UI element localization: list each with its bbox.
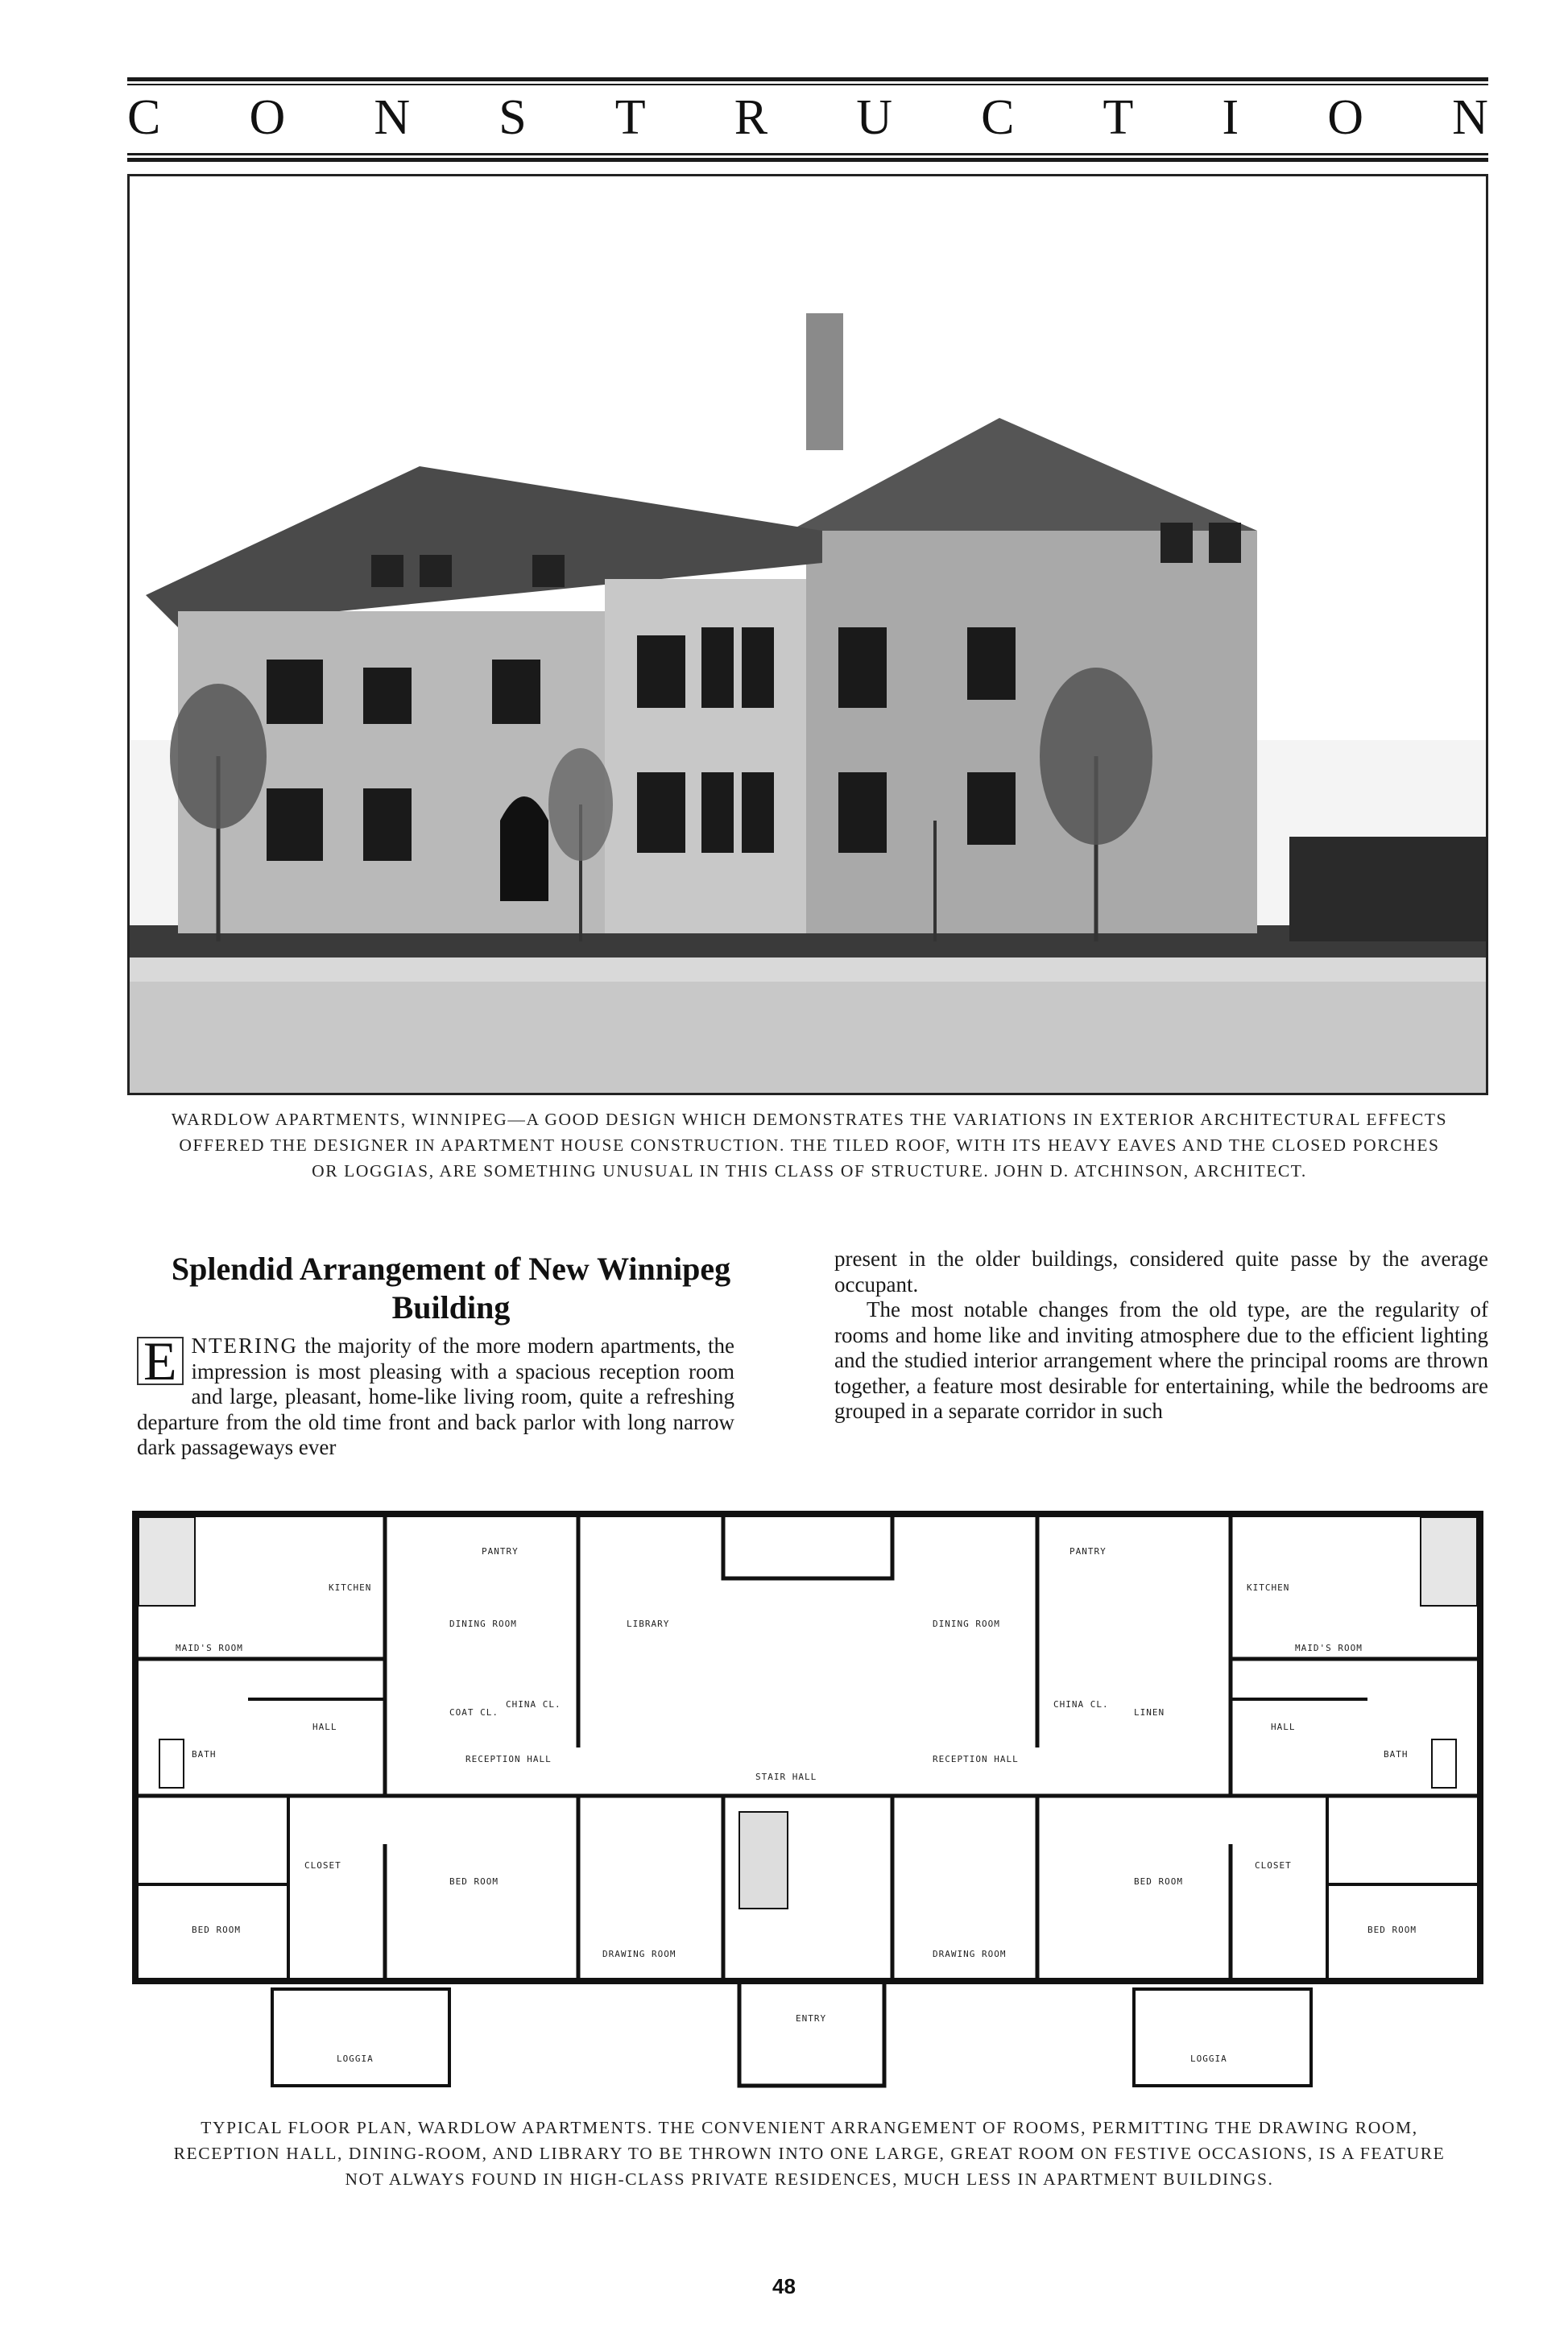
label-china-closet-right: CHINA CL.	[1053, 1699, 1109, 1710]
label-bath-right: BATH	[1384, 1749, 1409, 1760]
column-2-paragraph-2: The most notable changes from the old type, are the regularity of rooms and home like and inviting atmosphere due to the efficient lighting and the studied interior arrangement where the principal rooms are thrown together, a feature most desirable for entertaining, while the bedrooms are grouped in a separate corridor in such	[834, 1297, 1488, 1423]
label-closet-left: CLOSET	[304, 1860, 341, 1871]
label-closet-right: CLOSET	[1255, 1860, 1292, 1871]
label-bed-room-1: BED ROOM	[192, 1925, 241, 1935]
label-drawing-room-left: DRAWING ROOM	[602, 1949, 676, 1959]
article-column-2	[834, 1247, 1488, 1425]
label-stair-hall: STAIR HALL	[755, 1772, 817, 1782]
masthead-letter: U	[856, 90, 892, 145]
masthead-bottom-rule	[127, 153, 1488, 155]
masthead-letter: C	[127, 90, 161, 145]
masthead-letter: I	[1222, 90, 1239, 145]
label-maids-room-right: MAID'S ROOM	[1295, 1643, 1363, 1653]
photo-caption: WARDLOW APARTMENTS, WINNIPEG—A GOOD DESIGN WHICH DEMONSTRATES THE VARIATIONS IN EXTERIOR ARCHITECTURAL EFFECTS OFFERED THE DESIGNER IN APARTMENT HOUSE CONSTRUCTION. THE TILED ROOF, WITH ITS HEAVY EAVES AND THE CLOSED PORCHES OR LOGGIAS, ARE SOMETHING UNUSUAL IN THIS CLASS OF STRUCTURE. JOHN D. ATCHINSON, ARCHITECT.	[171, 1110, 1448, 1181]
floor-plan	[127, 1506, 1488, 2102]
label-hall-left: HALL	[312, 1722, 337, 1732]
label-linen: LINEN	[1134, 1707, 1165, 1718]
floor-plan-drawing	[127, 1506, 1488, 2102]
label-dining-room-left: DINING ROOM	[449, 1619, 517, 1629]
label-bed-room-3: BED ROOM	[1134, 1876, 1183, 1887]
label-kitchen-right: KITCHEN	[1247, 1582, 1290, 1593]
label-drawing-room-right: DRAWING ROOM	[933, 1949, 1007, 1959]
masthead-letter: O	[1327, 90, 1364, 145]
label-reception-hall-left: RECEPTION HALL	[465, 1754, 552, 1764]
label-kitchen-left: KITCHEN	[329, 1582, 372, 1593]
article-column-1	[137, 1330, 734, 1461]
label-loggia-left: LOGGIA	[337, 2054, 374, 2064]
building-photograph	[127, 174, 1488, 1095]
label-bed-room-4: BED ROOM	[1367, 1925, 1417, 1935]
label-entry: ENTRY	[796, 2013, 827, 2024]
masthead-letter: N	[1452, 90, 1488, 145]
label-library: LIBRARY	[627, 1619, 670, 1629]
masthead-top-rule	[127, 77, 1488, 81]
label-loggia-right: LOGGIA	[1190, 2054, 1227, 2064]
column-2-paragraph-1: present in the older buildings, considered quite passe by the average occupant.	[834, 1247, 1488, 1297]
label-reception-hall-right: RECEPTION HALL	[933, 1754, 1019, 1764]
floor-plan-caption: TYPICAL FLOOR PLAN, WARDLOW APARTMENTS. THE CONVENIENT ARRANGEMENT OF ROOMS, PERMITTING THE DRAWING ROOM, RECEPTION HALL, DINING-ROOM, AND LIBRARY TO BE THROWN INTO ONE LARGE, GREAT ROOM ON FESTIVE OCCASIONS, IS A FEATURE NOT ALWAYS FOUND IN HIGH-CLASS PRIVATE RESIDENCES, MUCH LESS IN APARTMENT BUILDINGS.	[173, 2118, 1446, 2189]
masthead-letter: O	[249, 90, 286, 145]
masthead-letter: R	[734, 90, 768, 145]
masthead-letter: S	[499, 90, 527, 145]
drop-cap: E	[137, 1337, 184, 1385]
label-coat-closet: COAT CL.	[449, 1707, 499, 1718]
masthead-letter: T	[1103, 90, 1134, 145]
masthead-letter: C	[981, 90, 1015, 145]
label-pantry-left: PANTRY	[482, 1546, 519, 1557]
label-dining-room-right: DINING ROOM	[933, 1619, 1000, 1629]
label-china-closet-left: CHINA CL.	[506, 1699, 561, 1710]
label-bath-left: BATH	[192, 1749, 217, 1760]
column-1-text: the majority of the more modern apartments, the impression is most pleasing with a spacious reception room and large, pleasant, home-like living room, quite a refreshing departure from the old time front and back parlor with long narrow dark passageways ever	[137, 1334, 734, 1459]
label-pantry-right: PANTRY	[1069, 1546, 1107, 1557]
label-hall-right: HALL	[1271, 1722, 1296, 1732]
masthead-bottom-rule-thick	[127, 158, 1488, 162]
building-illustration	[130, 176, 1486, 1093]
label-bed-room-2: BED ROOM	[449, 1876, 499, 1887]
masthead	[127, 84, 1488, 151]
lead-caps: NTERING	[191, 1334, 299, 1358]
label-maids-room-left: MAID'S ROOM	[176, 1643, 243, 1653]
masthead-letter: N	[374, 90, 411, 145]
article-headline: Splendid Arrangement of New Winnipeg Building	[171, 1251, 731, 1326]
masthead-letter: T	[614, 90, 646, 145]
page-number: 48	[772, 2274, 796, 2298]
